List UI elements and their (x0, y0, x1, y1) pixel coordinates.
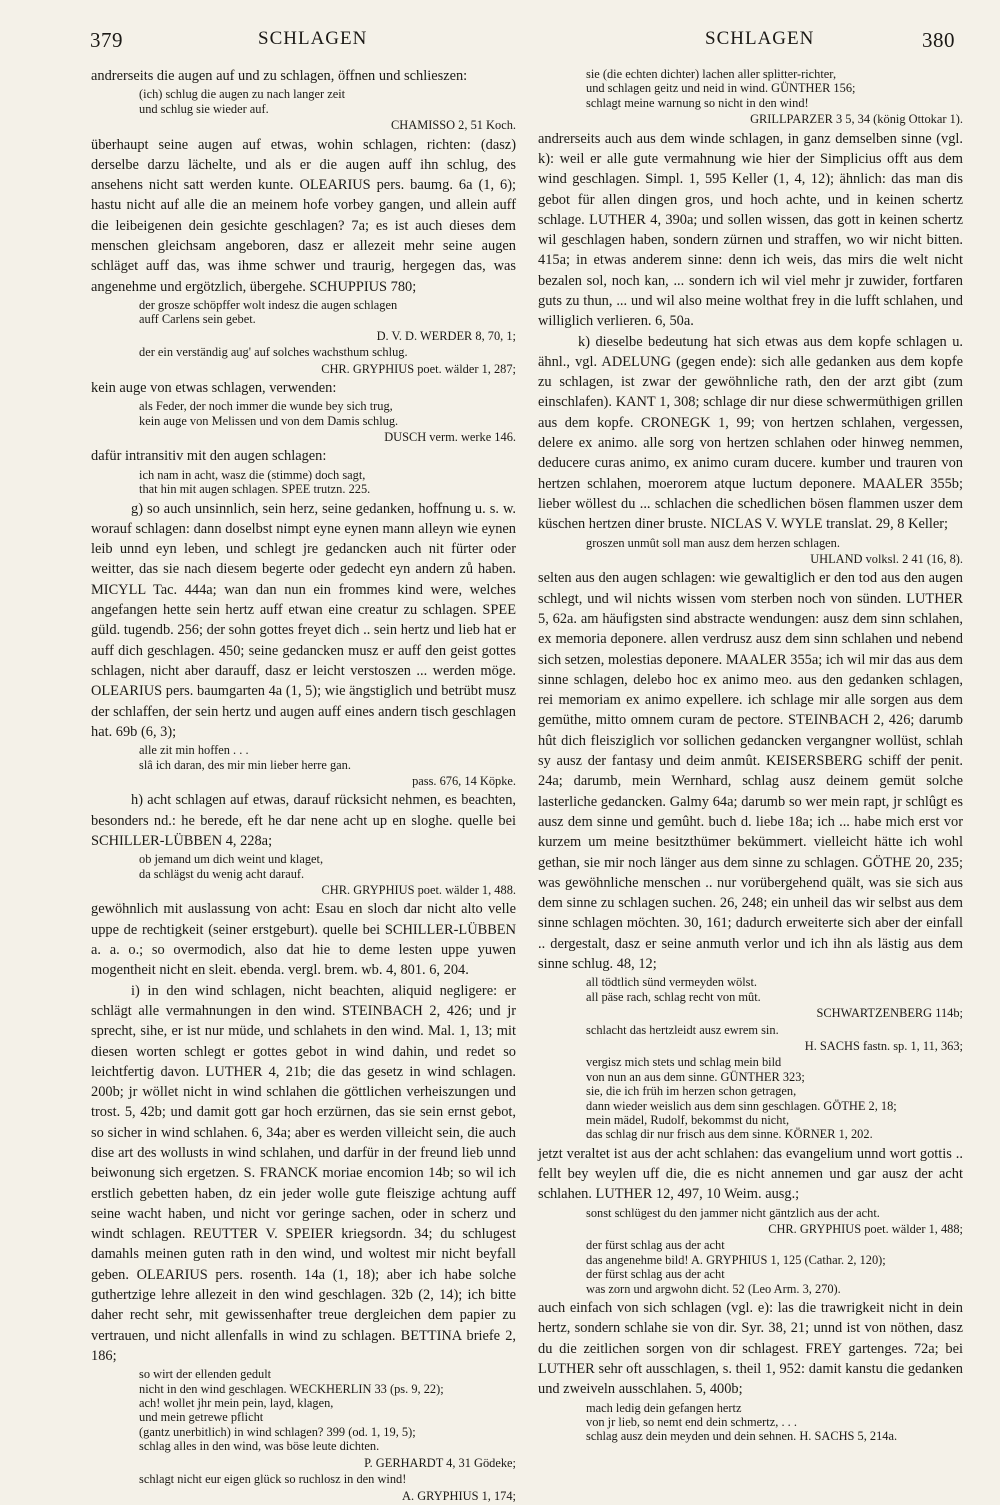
entry-text: jetzt veraltet ist aus der acht schlahen: das evangelium unnd wort gottis .. fellt bey weylen uff die, die es nicht annemen und gar ausz der acht schlahen. LUTHER 12, 497, 10 Weim. ausg.; (538, 1145, 963, 1203)
entry-subsection: h) acht schlagen auf etwas, darauf rücksicht nehmen, es beachten, besonders nd.: he berede, eft he dar nene acht up en sloghe. quelle bei SCHILLER-LÜBBEN 4, 228a; (91, 792, 516, 849)
entry-text: kein auge von etwas schlagen, verwenden: (91, 379, 337, 396)
citation-source: GRILLPARZER 3 5, 34 (könig Ottokar 1). (750, 112, 963, 127)
citation-quote: schlagt nicht eur eigen glück so ruchlosz in den wind! (139, 1472, 407, 1487)
entry-text: andrerseits die augen auf und zu schlagen, öffnen und schlieszen: (91, 68, 468, 84)
citation-source: DUSCH verm. werke 146. (384, 430, 516, 445)
citation-quote: der grosze schöpffer wolt indesz die augen schlagen auff Carlens sein gebet. (139, 297, 398, 327)
entry-text: andrerseits auch aus dem winde schlagen, in ganz demselben sinne (vgl. k): weil er alle gute vermahnung wie hier der Simplicius offt aus dem wind geschlagen. Simpl. 1, 595 Keller (1, 4, 12); ähnlich: das man dis gebot für allen dingen gros, und hoch achte, und in keinen schertz schlage. LUTHER 4, 390a; und sollen wissen, das gott in keinen schertz wil geschlagen haben, sondern zürnen und straffen, wo wir nicht bitten. 415a; in etwas anderem sinne: denn ich weis, das mirs die welt nicht bezalen sol, noch kan, ... sondern ich wil viel mehr jr zuwider, fortfaren guts zu thun, ... und wil also meine wolthat frey in die lufft schlahen, und williglich verlieren. 6, 50a. (538, 130, 963, 330)
right-running-title: SCHLAGEN (705, 28, 815, 49)
citation-source: CHR. GRYPHIUS poet. wälder 1, 488; (768, 1222, 963, 1237)
citation-quote: sie (die echten dichter) lachen aller splitter-richter, und schlagen geitz und neid in wind. GÜNTHER 156; schlagt meine warnung so nicht in den wind! (586, 67, 856, 110)
citation-quote: als Feder, der noch immer die wunde bey sich trug, kein auge von Melissen und von dem Damis schlug. (139, 399, 399, 428)
citation-quote: groszen unmût soll man ausz dem herzen schlagen. (586, 535, 840, 550)
citation-quote: alle zit min hoffen . . . slâ ich daran, des mir min lieber herre gan. (139, 743, 351, 772)
citation-quote: der ein verständig aug' auf solches wachsthum schlug. (139, 345, 408, 360)
citation-quote: so wirt der ellenden gedult nicht in den wind geschlagen. WECKHERLIN 33 (ps. 9, 22); ach! wollet jhr mein pein, layd, klagen, und mein getrewe pflicht (gantz unerbitlich) in wind schlagen? 399 (od. 1, 19, 5); schlag alles in den wind, was böse leute dichten. (139, 1367, 444, 1454)
citation-source: UHLAND volksl. 2 41 (16, 8). (810, 551, 963, 566)
citation-quote: der fürst schlag aus der acht das angenehme bild! A. GRYPHIUS 1, 125 (Cathar. 2, 120); der fürst schlag aus der acht was zorn und argwohn dicht. 52 (Leo Arm. 3, 270). (586, 1238, 886, 1296)
citation-quote: mach ledig dein gefangen hertz von jr lieb, so nemt end dein schmertz, . . . schlag ausz dein meyden und dein sehnen. H. SACHS 5, 214a. (586, 1400, 898, 1444)
citation-quote: schlacht das hertzleidt ausz ewrem sin. (586, 1022, 779, 1037)
citation-source: pass. 676, 14 Köpke. (412, 773, 516, 788)
entry-text: dafür intransitiv mit den augen schlagen: (91, 448, 327, 465)
citation-source: A. GRYPHIUS 1, 174; (402, 1488, 516, 1503)
citation-source: H. SACHS fastn. sp. 1, 11, 363; (804, 1038, 963, 1053)
entry-subsection: i) in den wind schlagen, nicht beachten, aliquid negligere: er schlägt alle vermahnungen in den wind. STEINBACH 2, 426; und jr sprecht, sihe, er ist nur müde, und schlahets in den wind. Mal. 1, 13; mit diesen worten schlegt er gottes gebot in wind dahin, und redet so leichtfertig davon. LUTHER 4, 21b; die das gesetz in wind schlagen. 200b; jr wöllet nicht in wind schlahen die göttlichen verheiszungen und trost. 5, 42b; und damit gott gar hoch erzürnen, das sie sein ernst gebot, so sicher in wind schlahen. 6, 34a; aber es werden villeicht sein, die auch dise art des wollusts in wind schlahen, und darfür in der freund lieb unnd beiwonung sich ergetzen. S. FRANCK moriae encomion 14b; so wil ich erstlich gebetten haben, dz ein jeder wolle gute fleiszige achtung auff seine wacht haben, und nicht vor geringe sachen, oder in scherz und windt schlagen. REUTTER V. SPEIER kriegsordn. 34; du schlugest damahls meinen guten rath in den wind, und woltest mir nicht beyfall geben. OLEARIUS pers. rosenth. 14a (1, 18); aber ich habe solche guthertzige lehre allezeit in den wind geschlagen. 32b (2, 14); ich bitte daher recht sehr, mit gewissenhafter treue dergleichen dem papier zu vertrauen, und nicht allenfalls in wind zu schlagen. BETTINA briefe 2, 186; (91, 982, 516, 1364)
entry-subsection: g) so auch unsinnlich, sein herz, seine gedanken, hoffnung u. s. w. worauf schlagen: dann doselbst nimpt eyne eynen mann alleyn wie eynen leib unnd eyn leben, und schlegt jre gedancken auch nit fürter oder weitter, das sie nach diesem begerte oder gedecht eyn andern zů haben. MICYLL Tac. 444a; wan dan nun ein frommes kind were, welches angefangen hette sein hertz auff etwan eine creatur zu schlagen. SPEE güld. tugendb. 256; der sohn gottes freyet dich .. sein hertz und lieb hat er auff dich geschlagen. 450; seine gedancken musz er auff den geist gottes schlagen, nicht aber darauff, dasz er leicht verstoszen ... werden möge. OLEARIUS pers. baumgarten 4a (1, 5); wie ängstiglich und betrübt musz der schlaffen, der sein hertz und augen auff eines andern tisch geschlagen hat. 69b (6, 3); (91, 500, 516, 740)
left-column (91, 66, 516, 1505)
citation-source: CHR. GRYPHIUS poet. wälder 1, 488. (321, 883, 516, 898)
citation-quote: ich nam in acht, wasz die (stimme) doch sagt, that hin mit augen schlagen. SPEE trutzn. 225. (139, 467, 371, 497)
entry-text: gewöhnlich mit auslassung von acht: Esau en sloch dar nicht alto velle uppe de rechtigkeit (seiner erstgeburt). quelle bei SCHILLER-LÜBBEN a. a. o.; so overmodich, also dat hie to deme lesten uppe yuwen mogentheit nicht en sleit. ebenda. vergl. brem. wb. 4, 801. 6, 204. (91, 901, 516, 979)
citation-quote: all tödtlich sünd vermeyden wölst. all päse rach, schlag recht von mût. (586, 975, 761, 1004)
left-page-number: 379 (90, 28, 123, 52)
citation-source: SCHWARTZENBERG 114b; (816, 1006, 963, 1021)
citation-quote: vergisz mich stets und schlag mein bild von nun an aus dem sinne. GÜNTHER 323; sie, die ich früh im herzen schon getragen, dann wieder weislich aus dem sinn geschlagen. GÖTHE 2, 18; mein mädel, Rudolf, bekommst du nicht, das schlag dir nur frisch aus dem sinne. KÖRNER 1, 202. (586, 1055, 897, 1142)
left-running-title: SCHLAGEN (258, 28, 368, 49)
citation-quote: (ich) schlug die augen zu nach langer zeit und schlug sie wieder auf. (139, 87, 346, 116)
citation-source: P. GERHARDT 4, 31 Gödeke; (364, 1455, 516, 1470)
citation-quote: sonst schlügest du den jammer nicht gäntzlich aus der acht. (586, 1205, 880, 1220)
right-column (538, 66, 963, 1446)
entry-text: selten aus den augen schlagen: wie gewaltiglich er den tod aus den augen schlegt, und wil nichts wissen vom sterben noch von sünden. LUTHER 5, 62a. am häufigsten sind abstracte wendungen: ausz dem sinn schlahen, ex memoria deponere. allen verdrusz ausz dem sinn schlahen und nebend sich setzen, molestias deponere. MAALER 355a; ich wil mir das aus dem sinne schlagen, delebo hoc ex animo meo. aus den gedanken schlagen, rei memoriam ex animo expellere. ich schlage mir alle sorgen aus dem gemüthe, mitto omnem curam de pectore. STEINBACH 2, 426; darumb hût dich fleisziglich vor sollichen gedancken vergangner wollüst, schlah sy ausz der fantasy und deim anmût. KEISERSBERG schiff der penit. 24a; darumb, mein Wernhard, schlag ausz deinem gemüt solche lasterliche gedancken. Galmy 64a; darumb so wer mein rapt, jr schlûgt es ausz dem sinne und gemûht. buch d. liebe 18a; ich ... habe mich erst vor kurzem um meine besitzthümer bekümmert. vielleicht hätte ich wohl gethan, sie mir noch länger aus dem sinne zu schlagen. GÖTHE 20, 235; was gewöhnliche menschen .. nur vorübergehend quält, was sie sich aus dem sinne zu schlagen suchen. 26, 248; ein unheil das wir selbst aus dem sinne schlagen möchten. 30, 161; dadurch erweiterte sich aber der einfall .. dergestalt, dasz er seine anmuth verlor und ich ihn als lästig aus dem sinne schlug. 48, 12; (538, 570, 963, 973)
citation-quote: ob jemand um dich weint und klaget, da schlägst du wenig acht darauf. (139, 852, 324, 881)
citation-source: CHR. GRYPHIUS poet. wälder 1, 287; (321, 361, 516, 376)
citation-source: D. V. D. WERDER 8, 70, 1; (376, 328, 516, 343)
right-page-number: 380 (922, 28, 955, 52)
entry-text: überhaupt seine augen auf etwas, wohin schlagen, richten: (dasz) derselbe darzu lächelte, und als er die augen auff ihn schlug, des ansehens nicht satt werden kunte. OLEARIUS pers. baumg. 6a (1, 6); hastu nicht auf alle die an meinem hofe vorbey gangen, und allein auff die leibeigenen dein gesichte geschlagen? 7a; es ist auch dieses dem menschen gleichsam angeboren, dasz er allezeit mehr seine augen schläget auff das, was ihme schwer und traurig, hergegen das, was angenehme und ergötzlich, übergehe. SCHUPPIUS 780; (91, 136, 516, 295)
citation-source: CHAMISSO 2, 51 Koch. (391, 118, 516, 133)
entry-text: auch einfach von sich schlagen (vgl. e): las die trawrigkeit nicht in dein hertz, sondern schlahe sie von dir. Syr. 38, 21; unnd ist von nöthen, dasz du die zeitlichen sorgen von dir schlagest. FREY gartenges. 72a; bei LUTHER sehr oft ausschlagen, s. theil 1, 952: damit kanstu die gedanken und zweiveln ausschlahen. 5, 400b; (538, 1300, 963, 1398)
entry-subsection: k) dieselbe bedeutung hat sich etwas aus dem kopfe schlagen u. ähnl., vgl. ADELUNG (gegen ende): sich alle gedanken aus dem kopfe zu schlagen, ist zwar der gewöhnliche rath, den der arzt gibt (zum einschlafen). KANT 1, 308; schlage dir nur diese schwermüthigen grillen aus dem kopfe. CRONEGK 1, 99; von hertzen schlahen, vergessen, delere ex animo. alle sorg von hertzen schlahen oder hinweg nemmen, deducere curas animo, ex animo curam ducere. kumber und trauren von hertzen schlahen, moerorem atque luctum deponere. MAALER 355b; lieber wöllest du ... schlachen die schedlichen bösen flammen uszer dem küschen hertzen diner bruste. NICLAS V. WYLE translat. 29, 8 Keller; (538, 333, 963, 533)
